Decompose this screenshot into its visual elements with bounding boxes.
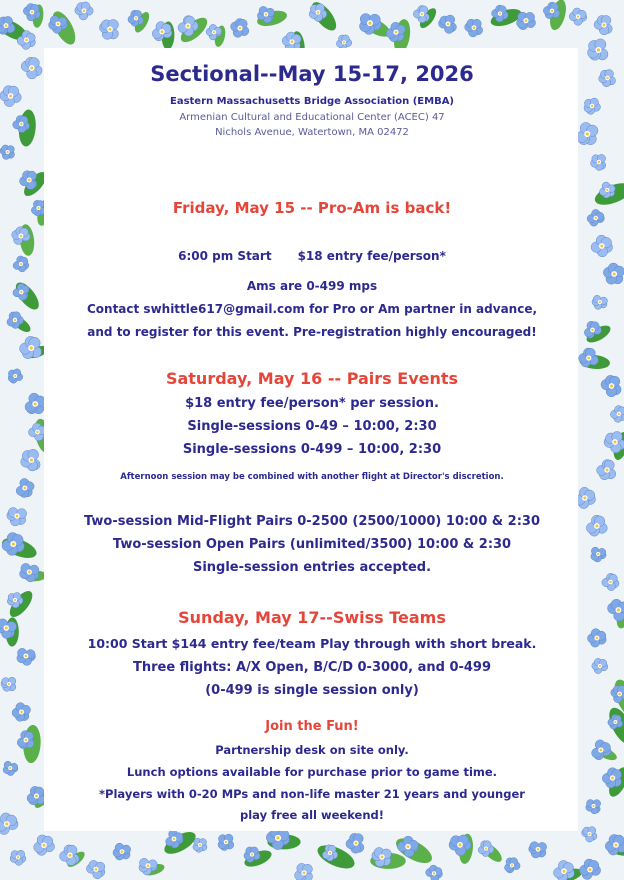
forget-me-not-flower-icon [426,865,443,880]
forget-me-not-flower-icon [582,827,597,842]
saturday-mid-flight: Two-session Mid-Flight Pairs 0-2500 (2500/1000) 10:00 & 2:30 [83,514,540,529]
forget-me-not-flower-icon [295,863,313,880]
forget-me-not-flower-icon [128,10,144,26]
forget-me-not-flower-icon [594,15,612,34]
forget-me-not-flower-icon [75,2,93,20]
forget-me-not-flower-icon [569,8,586,25]
players-note-1: *Players with 0-20 MPs and non-life master 21 years and younger [99,787,525,801]
sunday-start: 10:00 Start $144 entry fee/team Play through with short break. [87,636,537,651]
forget-me-not-flower-icon [86,860,104,878]
friday-start-fee [0,249,624,263]
friday-fee: $18 entry fee/person* [297,249,446,263]
friday-ams: Ams are 0-499 mps [246,279,378,293]
forget-me-not-flower-icon [605,834,624,855]
forget-me-not-flower-icon [34,835,55,855]
sunday-single-only: (0-499 is single session only) [205,683,419,698]
org-name: Eastern Massachusetts Bridge Association (EMBA) [169,96,454,107]
forget-me-not-flower-icon [20,336,42,358]
footer-heading: Join the Fun! [265,719,359,734]
forget-me-not-flower-icon [231,19,249,38]
forget-me-not-flower-icon [579,859,600,879]
friday-register: and to register for this event. Pre-registration highly encouraged! [87,325,537,339]
forget-me-not-flower-icon [386,22,405,41]
forget-me-not-flower-icon [20,171,37,190]
forget-me-not-flower-icon [591,154,606,170]
saturday-single-49: Single-sessions 0-49 – 10:00, 2:30 [187,419,437,434]
players-note-2: play free all weekend! [239,808,385,822]
flyer-panel [44,48,578,831]
forget-me-not-flower-icon [602,573,619,590]
forget-me-not-flower-icon [0,16,15,34]
forget-me-not-flower-icon [10,850,26,865]
sunday-flights: Three flights: A/X Open, B/C/D 0-3000, and 0-499 [132,660,492,675]
saturday-single-accepted: Single-session entries accepted. [192,560,432,575]
forget-me-not-flower-icon [60,845,79,866]
forget-me-not-flower-icon [193,838,207,852]
forget-me-not-flower-icon [23,3,40,20]
friday-start: 6:00 pm Start [178,249,272,263]
forget-me-not-flower-icon [439,15,457,33]
saturday-single-499: Single-sessions 0-499 – 10:00, 2:30 [182,442,442,457]
saturday-fee: $18 entry fee/person* per session. [185,396,439,411]
friday-heading: Friday, May 15 -- Pro-Am is back! [172,199,452,217]
lunch-options: Lunch options available for purchase prior to game time. [126,765,498,779]
forget-me-not-flower-icon [529,842,547,858]
partnership-desk: Partnership desk on site only. [215,743,409,757]
forget-me-not-flower-icon [465,19,483,37]
venue-line-2: Nichols Avenue, Watertown, MA 02472 [215,127,409,138]
forget-me-not-flower-icon [413,6,429,23]
forget-me-not-flower-icon [588,39,608,60]
saturday-note: Afternoon session may be combined with another flight at Director's discretion. [120,472,504,482]
forget-me-not-flower-icon [543,2,559,18]
saturday-heading: Saturday, May 16 -- Pairs Events [165,369,459,388]
forget-me-not-flower-icon [517,12,536,30]
forget-me-not-flower-icon [218,834,234,850]
page-title: Sectional--May 15-17, 2026 [150,62,474,86]
friday-contact: Contact swhittle617@gmail.com for Pro or Am partner in advance, [86,302,538,316]
forget-me-not-flower-icon [113,843,131,860]
forget-me-not-flower-icon [0,145,14,159]
forget-me-not-flower-icon [346,833,364,853]
forget-me-not-flower-icon [600,182,616,198]
forget-me-not-flower-icon [554,860,575,880]
saturday-open-pairs: Two-session Open Pairs (unlimited/3500) 10:00 & 2:30 [112,537,512,552]
forget-me-not-flower-icon [579,348,599,367]
forget-me-not-flower-icon [505,858,521,873]
sunday-heading: Sunday, May 17--Swiss Teams [178,608,446,627]
venue-line-1: Armenian Cultural and Educational Center (ACEC) 47 [179,112,445,123]
forget-me-not-flower-icon [99,19,118,39]
